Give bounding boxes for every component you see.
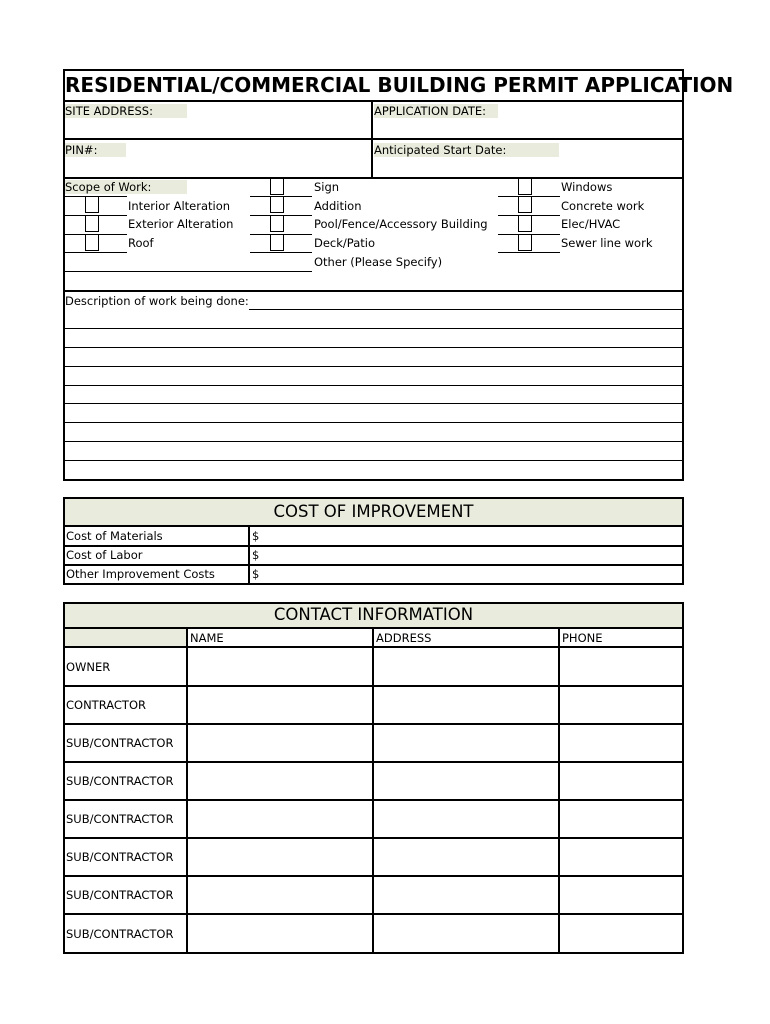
cost-materials-label: Cost of Materials [66,529,163,543]
description-label: Description of work being done: [65,294,249,308]
divider [63,875,684,877]
contractor-address-cell[interactable] [374,687,558,723]
scope-option-label: Sewer line work [561,236,653,250]
scope-option-label: Pool/Fence/Accessory Building [314,217,488,231]
divider [63,525,684,527]
contact-row-label: CONTRACTOR [66,698,146,712]
scope-option-label: Deck/Patio [314,236,375,250]
contact-row-label: SUB/CONTRACTOR [66,774,174,788]
divider [63,100,684,102]
description-line[interactable] [65,403,682,404]
col-header-address: ADDRESS [376,631,432,645]
contractor-phone-cell[interactable] [560,687,682,723]
pin-label: PIN#: [65,143,126,157]
site-address-field[interactable] [65,120,371,138]
checkbox-exterior-alteration[interactable] [85,215,99,232]
divider [248,526,250,584]
checkbox-concrete-work[interactable] [518,196,532,213]
scope-option-label: Addition [314,199,362,213]
divider [63,837,684,839]
scope-label: Scope of Work: [65,180,187,194]
contact-title: CONTACT INFORMATION [273,605,474,624]
divider [63,138,684,140]
description-line[interactable] [65,366,682,367]
scope-option-label: Sign [314,180,340,194]
page-title: RESIDENTIAL/COMMERCIAL BUILDING PERMIT APPLICATION [65,73,734,97]
scope-option-label: Windows [561,180,613,194]
description-line[interactable] [65,460,682,461]
contact-row-label: SUB/CONTRACTOR [66,812,174,826]
description-line[interactable] [65,385,682,386]
divider [63,290,684,292]
checkbox-sewer-line-work[interactable] [518,234,532,251]
cost-labor-label: Cost of Labor [66,548,143,562]
start-date-label: Anticipated Start Date: [374,143,559,157]
cost-materials-value[interactable]: $ [252,529,260,543]
checkbox-pool-fence-accessory[interactable] [270,215,284,232]
divider [63,545,684,547]
checkbox-interior-alteration[interactable] [85,196,99,213]
col-header-phone: PHONE [562,631,603,645]
checkbox-line [65,252,127,253]
scope-option-label: Elec/HVAC [561,217,621,231]
divider [63,799,684,801]
application-date-label: APPLICATION DATE: [374,104,498,118]
pin-field[interactable] [65,159,371,177]
scope-option-label: Concrete work [561,199,645,213]
divider [63,761,684,763]
contact-row-label: OWNER [66,660,111,674]
contact-row-label: SUB/CONTRACTOR [66,888,174,902]
owner-name-cell[interactable] [188,648,372,685]
scope-option-label: Interior Alteration [128,199,231,213]
application-date-field[interactable] [374,120,680,138]
checkbox-addition[interactable] [270,196,284,213]
checkbox-line [250,252,312,253]
divider [63,177,684,179]
contact-corner [65,629,186,646]
owner-address-cell[interactable] [374,648,558,685]
col-header-name: NAME [190,631,224,645]
other-specify-line[interactable] [65,271,312,272]
divider [63,913,684,915]
cost-other-label: Other Improvement Costs [66,567,215,581]
checkbox-sign[interactable] [270,178,284,195]
contractor-name-cell[interactable] [188,687,372,723]
contact-row-label: SUB/CONTRACTOR [66,850,174,864]
contact-row-label: SUB/CONTRACTOR [66,927,174,941]
checkbox-roof[interactable] [85,234,99,251]
divider [63,564,684,566]
start-date-field[interactable] [374,159,680,177]
scope-option-label: Other (Please Specify) [314,255,443,269]
checkbox-deck-patio[interactable] [270,234,284,251]
description-line[interactable] [249,309,682,310]
cost-labor-value[interactable]: $ [252,548,260,562]
cost-title: COST OF IMPROVEMENT [273,502,474,521]
owner-phone-cell[interactable] [560,648,682,685]
description-line[interactable] [65,328,682,329]
checkbox-elec-hvac[interactable] [518,215,532,232]
checkbox-line [498,252,560,253]
scope-option-label: Roof [128,236,154,250]
contact-row-label: SUB/CONTRACTOR [66,736,174,750]
cost-other-value[interactable]: $ [252,567,260,581]
divider [63,723,684,725]
site-address-label: SITE ADDRESS: [65,104,187,118]
scope-option-label: Exterior Alteration [128,217,234,231]
checkbox-windows[interactable] [518,178,532,195]
description-line[interactable] [65,422,682,423]
description-line[interactable] [65,441,682,442]
description-line[interactable] [65,347,682,348]
